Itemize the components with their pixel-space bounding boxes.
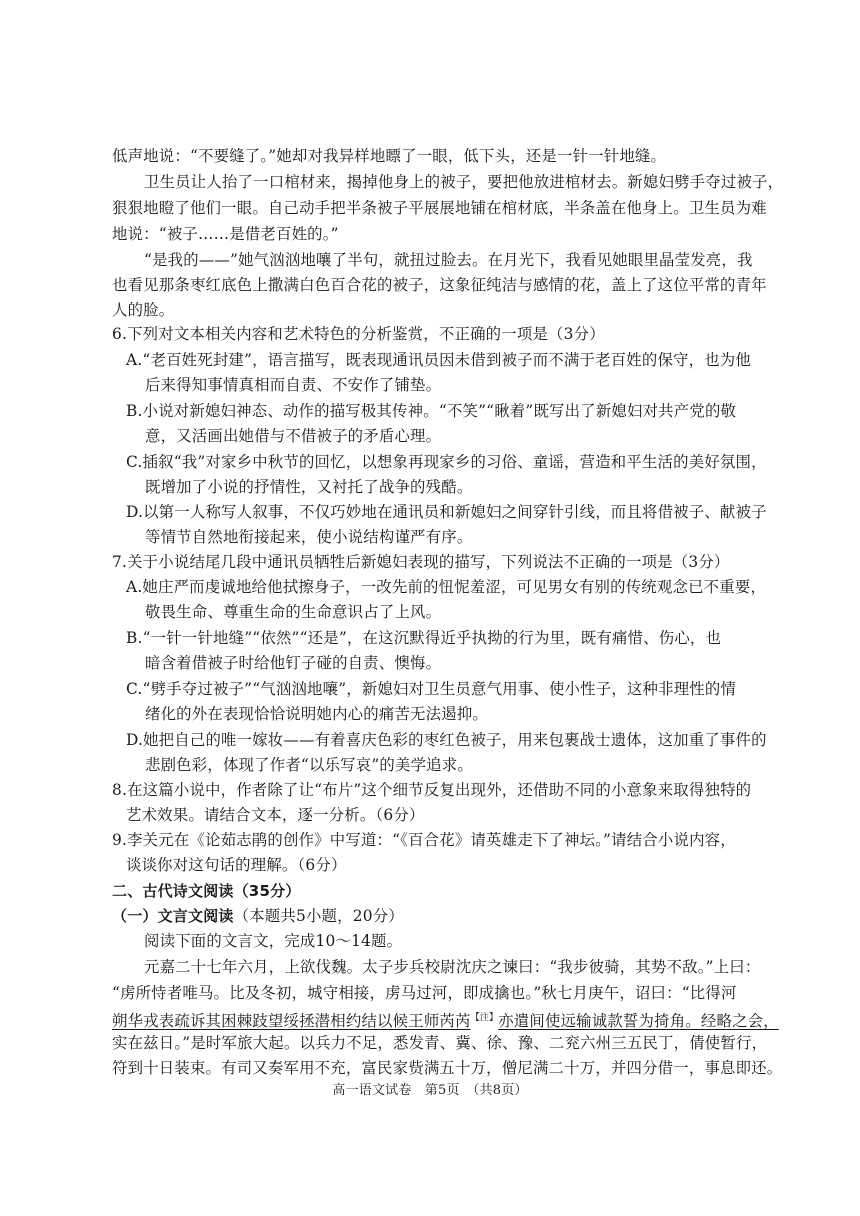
q6-option-d-cont: 等情节自然地衔接起来，使小说结构谨严有序。 (145, 528, 473, 546)
q7-option-b: B.“一针一针地缝”“依然”“还是”，在这沉默得近乎执拗的行为里，既有痛惜、伤心，也 (126, 629, 722, 647)
story-line: 卫生员让人抬了一口棺材来，揭掉他身上的被子，要把他放进棺材去。新媳妇劈手夺过被子， (144, 173, 784, 191)
subsection-title: （一）文言文阅读 (112, 907, 234, 925)
question-9-stem: 9.李关元在《论茹志鹃的创作》中写道：“《百合花》请英雄走下了神坛。”请结合小说内容， (112, 831, 736, 849)
question-8-cont: 艺术效果。请结合文本，逐一分析。（6分） (126, 806, 425, 824)
story-line: 地说：“被子……是借老百姓的。” (112, 225, 339, 243)
page-footer: 高一语文试卷 第5页 （共8页） (332, 1083, 528, 1098)
q7-option-c: C.“劈手夺过被子”“气汹汹地嚷”，新媳妇对卫生员意气用事、使小性子，这种非理性的情 (126, 680, 737, 698)
q7-option-c-cont: 绪化的外在表现恰恰说明她内心的痛苦无法遏抑。 (145, 705, 488, 723)
unpunctuated-passage-cont: 亦遣间使远输诚款誓为掎角。经略之会， (498, 1012, 779, 1031)
story-line: 也看见那条枣红底色上撒满白色百合花的被子，这象征纯洁与感情的花，盖上了这位平常的青年 (112, 276, 767, 294)
footnote-marker: 【注】 (470, 1013, 499, 1023)
wenyan-line: “虏所恃者唯马。比及冬初，城守相接，虏马过河，即成擒也。”秋七月庚午，诏曰：“比得河 (112, 984, 737, 1002)
wenyan-line: 元嘉二十七年六月，上欲伐魏。太子步兵校尉沈庆之谏曰：“我步彼骑，其势不敌。”上曰： (144, 958, 761, 976)
q6-option-d: D.以第一人称写人叙事，不仅巧妙地在通讯员和新媳妇之间穿针引线，而且将借被子、献被子 (126, 503, 767, 521)
q6-option-c: C.插叙“我”对家乡中秋节的回忆，以想象再现家乡的习俗、童谣，营造和平生活的美好氛围， (126, 453, 767, 471)
q6-option-c-cont: 既增加了小说的抒情性，又衬托了战争的残酷。 (145, 478, 473, 496)
q6-option-b: B.小说对新媳妇神态、动作的描写极其传神。“不笑”“瞅着”既写出了新媳妇对共产党的敬 (126, 402, 737, 420)
subsection-note: （本题共5小题，20分） (233, 907, 404, 925)
story-line: 低声地说：“不要缝了。”她却对我异样地瞟了一眼，低下头，还是一针一针地缝。 (112, 147, 667, 165)
wenyan-line: 符到十日装束。有司又奏军用不充，富民家赀满五十万，僧尼满二十万，并四分借一，事息即还。 (112, 1059, 783, 1077)
question-6-stem: 6.下列对文本相关内容和艺术特色的分析鉴赏，不正确的一项是（3分） (112, 325, 605, 343)
story-line: “是我的——”她气汹汹地嚷了半句，就扭过脸去。在月光下，我看见她眼里晶莹发亮，我 (144, 251, 753, 269)
instruction: 阅读下面的文言文，完成10～14题。 (144, 932, 403, 950)
wenyan-line: 实在兹日。”是时军旅大起。以兵力不足，悉发青、冀、徐、豫、二兖六州三五民丁，倩使暂行， (112, 1034, 768, 1052)
unpunctuated-passage: 朔华戎表疏诉其困棘跂望绥拯潜相约结以候王师芮芮 (112, 1012, 471, 1031)
wenyan-line (112, 1008, 779, 1031)
question-9-cont: 谈谈你对这句话的理解。（6分） (126, 856, 347, 874)
question-7-stem: 7.关于小说结尾几段中通讯员牺牲后新媳妇表现的描写，下列说法不正确的一项是（3分） (112, 553, 730, 571)
question-8-stem: 8.在这篇小说中，作者除了让“布片”这个细节反复出现外，还借助不同的小意象来取得独特的 (112, 781, 752, 799)
q7-option-a-cont: 敬畏生命、尊重生命的生命意识占了上风。 (145, 603, 442, 621)
q7-option-b-cont: 暗含着借被子时给他钉子碰的自责、懊悔。 (145, 654, 442, 672)
section-heading: 二、古代诗文阅读（35分） (112, 882, 301, 900)
subsection-heading (112, 906, 752, 926)
q7-option-a: A.她庄严而虔诚地给他拭擦身子，一改先前的忸怩羞涩，可见男女有别的传统观念已不重要， (126, 578, 767, 596)
story-line: 人的脸。 (112, 301, 175, 319)
q7-option-d: D.她把自己的唯一嫁妆——有着喜庆色彩的枣红色被子，用来包裹战士遗体，这加重了事件的 (126, 731, 767, 749)
q6-option-b-cont: 意，又活画出她借与不借被子的矛盾心理。 (145, 427, 442, 445)
story-line: 狠狠地瞪了他们一眼。自己动手把半条被子平展展地铺在棺材底，半条盖在他身上。卫生员为难 (112, 199, 767, 217)
q7-option-d-cont: 悲剧色彩，体现了作者“以乐写哀”的美学追求。 (145, 756, 473, 774)
q6-option-a-cont: 后来得知事情真相而自责、不安作了铺垫。 (145, 376, 442, 394)
q6-option-a: A.“老百姓死封建”，语言描写，既表现通讯员因未借到被子而不满于老百姓的保守，也为他 (126, 351, 751, 369)
